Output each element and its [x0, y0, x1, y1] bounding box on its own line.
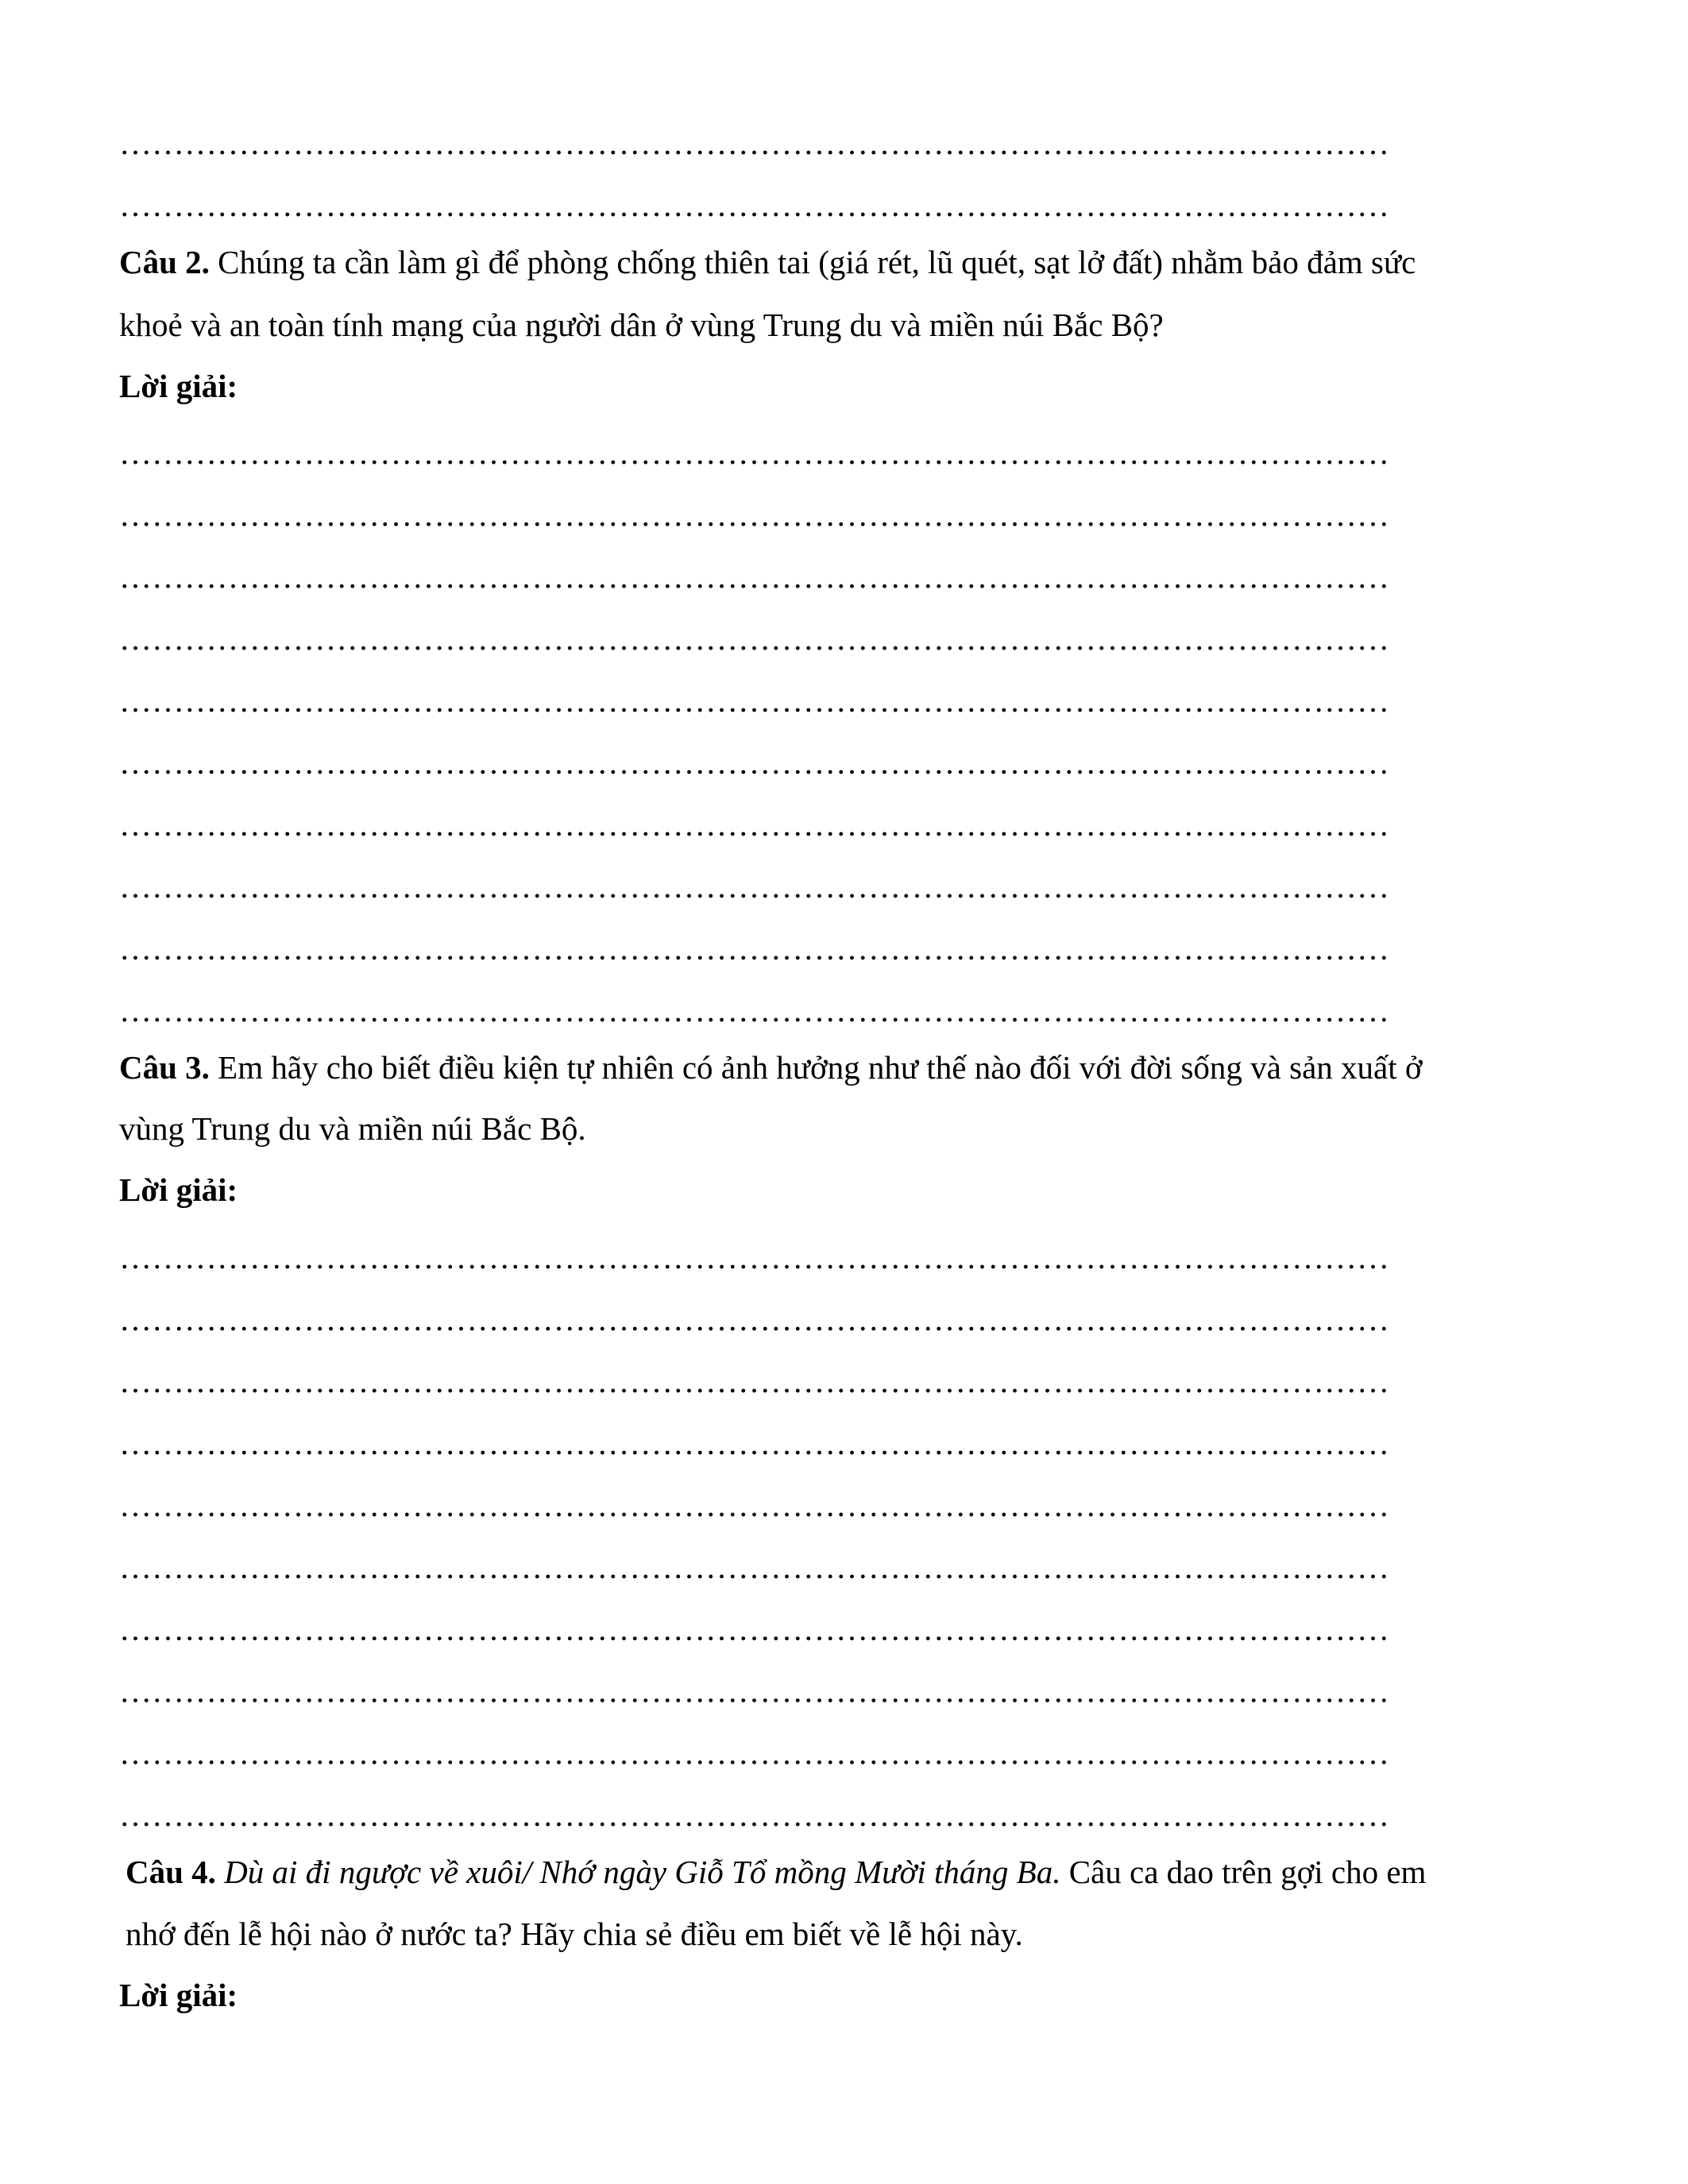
question-2-line-1	[119, 241, 1573, 283]
answer-dotted-line: ………………………………………………………………………………………………………	[119, 682, 1389, 719]
answer-dotted-line: ………………………………………………………………………………………………………	[119, 744, 1389, 781]
question-3-line-2: vùng Trung du và miền núi Bắc Bộ.	[119, 1110, 586, 1147]
answer-dotted-line: ………………………………………………………………………………………………………	[119, 806, 1389, 843]
answer-dotted-line: ………………………………………………………………………………………………………	[119, 1487, 1389, 1523]
question-3-answer-label: Lời giải:	[119, 1171, 238, 1208]
answer-dotted-line: ………………………………………………………………………………………………………	[119, 930, 1389, 967]
answer-dotted-line: ………………………………………………………………………………………………………	[119, 1549, 1389, 1585]
question-4-answer-label: Lời giải:	[119, 1977, 238, 2013]
question-2-text: Chúng ta cần làm gì để phòng chống thiên tai (giá rét, lũ quét, sạt lở đất) nhằm bảo đảm sức	[209, 244, 1416, 280]
question-4-quote: Dù ai đi ngược về xuôi/ Nhớ ngày Giỗ Tổ mồng Mười tháng Ba.	[215, 1854, 1061, 1890]
question-2-answer-label: Lời giải:	[119, 368, 238, 404]
answer-dotted-line: ………………………………………………………………………………………………………	[119, 1425, 1389, 1461]
answer-dotted-line: ………………………………………………………………………………………………………	[119, 1239, 1389, 1275]
answer-dotted-line: ………………………………………………………………………………………………………	[119, 558, 1389, 595]
answer-dotted-line: ………………………………………………………………………………………………………	[119, 1734, 1389, 1771]
question-4-text: Câu ca dao trên gợi cho em	[1060, 1854, 1427, 1890]
question-3-label: Câu 3.	[119, 1049, 210, 1086]
answer-dotted-line: ………………………………………………………………………………………………………	[119, 1301, 1389, 1337]
answer-dotted-line: ………………………………………………………………………………………………………	[119, 187, 1389, 223]
question-3-text: Em hãy cho biết điều kiện tự nhiên có ảnh hưởng như thế nào đối với đời sống và sản xuất ở	[209, 1049, 1423, 1086]
answer-dotted-line: ………………………………………………………………………………………………………	[119, 620, 1389, 657]
answer-dotted-line: ………………………………………………………………………………………………………	[119, 1796, 1389, 1833]
question-4-label: Câu 4.	[126, 1854, 216, 1890]
question-4-line-2: nhớ đến lễ hội nào ở nước ta? Hãy chia sẻ điều em biết về lễ hội này.	[126, 1916, 1023, 1952]
question-3-line-1	[119, 1047, 1573, 1088]
question-4-line-1	[126, 1851, 1579, 1893]
answer-dotted-line: ………………………………………………………………………………………………………	[119, 434, 1389, 471]
answer-dotted-line: ………………………………………………………………………………………………………	[119, 1611, 1389, 1647]
answer-dotted-line: ………………………………………………………………………………………………………	[119, 496, 1389, 533]
answer-dotted-line: ………………………………………………………………………………………………………	[119, 1363, 1389, 1399]
question-2-label: Câu 2.	[119, 244, 210, 280]
question-2-line-2: khoẻ và an toàn tính mạng của người dân ở vùng Trung du và miền núi Bắc Bộ?	[119, 307, 1164, 343]
answer-dotted-line: ………………………………………………………………………………………………………	[119, 1673, 1389, 1709]
answer-dotted-line: ………………………………………………………………………………………………………	[119, 992, 1389, 1028]
answer-dotted-line: ………………………………………………………………………………………………………	[119, 868, 1389, 905]
answer-dotted-line: ………………………………………………………………………………………………………	[119, 125, 1389, 161]
